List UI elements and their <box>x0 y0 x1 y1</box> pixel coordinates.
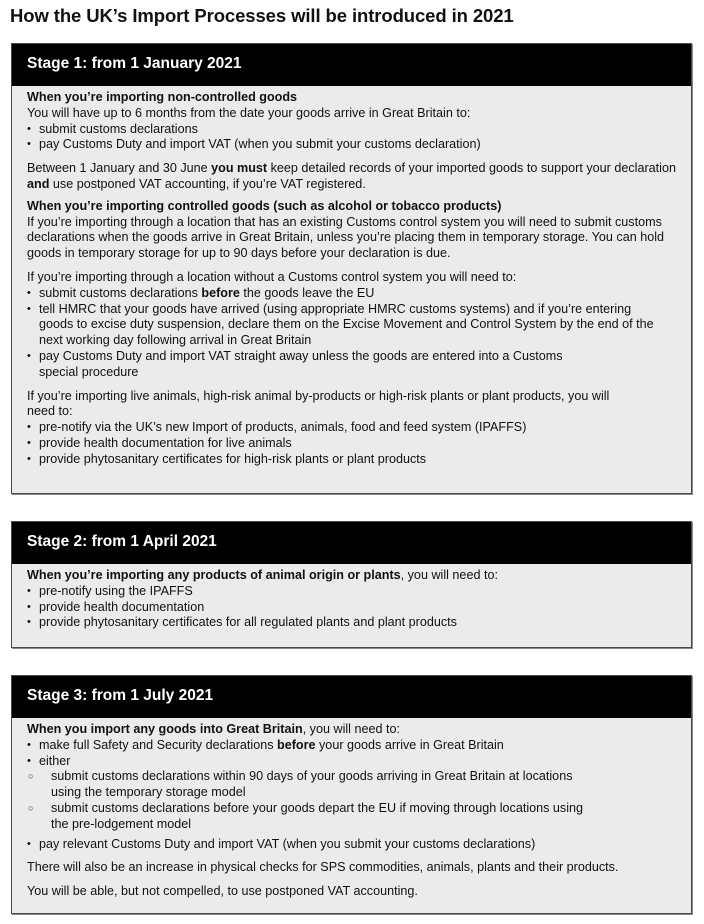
non-controlled-list <box>27 122 681 154</box>
live-animals-intro: If you’re importing live animals, high-risk animal by-products or high-risk plants or plant products, you will need to: <box>27 388 610 419</box>
stage-2-intro <box>27 568 681 584</box>
stage-3-intro <box>27 722 681 738</box>
list-item <box>27 738 681 754</box>
stage-2-header: Stage 2: from 1 April 2021 <box>12 522 691 564</box>
note-text: use postponed VAT accounting, if you’re VAT registered. <box>49 176 366 191</box>
stage-1-header: Stage 1: from 1 January 2021 <box>12 44 691 86</box>
stage-1-box <box>11 43 692 494</box>
item-text: the goods leave the EU <box>239 285 375 300</box>
intro-emphasis: When you’re importing any products of animal origin or plants <box>27 568 401 582</box>
either-options-list <box>27 769 681 832</box>
stage-2-list <box>27 584 681 631</box>
note-text: Between 1 January and 30 June <box>27 161 212 176</box>
physical-checks-note: There will also be an increase in physical checks for SPS commodities, animals, plants and their products. <box>27 860 619 875</box>
sub-list-item: ○ submit customs declarations within 90 days of your goods arriving in Great Britain at locations using the temporary storage model <box>27 769 681 801</box>
list-item: • pay relevant Customs Duty and import VAT (when you submit your customs declarations) <box>27 837 681 853</box>
stage-3-box <box>11 675 692 914</box>
sub-list-item: ○ submit customs declarations before your goods depart the EU if moving through locations using the pre-lodgement model <box>27 801 681 833</box>
list-item: • submit customs declarations <box>27 122 681 138</box>
item-text: either <box>39 753 71 768</box>
item-emphasis: before <box>201 285 240 300</box>
note-emphasis: you must <box>211 161 268 176</box>
item-emphasis: before <box>277 737 316 752</box>
page-title: How the UK’s Import Processes will be introduced in 2021 <box>10 5 514 26</box>
note-text: keep detailed records of your imported goods to support your declaration <box>267 161 676 176</box>
list-item <box>27 286 681 302</box>
list-item: • provide phytosanitary certificates for all regulated plants and plant products <box>27 615 681 631</box>
stage-1-body <box>12 86 691 468</box>
note-emphasis: and <box>27 176 50 191</box>
intro-text: , you will need to: <box>302 722 400 736</box>
item-text: submit customs declarations <box>39 285 202 300</box>
no-control-system-intro: If you’re importing through a location without a Customs control system you will need to: <box>27 269 517 284</box>
list-item: • pre-notify using the IPAFFS <box>27 584 681 600</box>
live-animals-list <box>27 420 681 467</box>
non-controlled-goods-heading: When you’re importing non-controlled goods <box>27 90 298 104</box>
controlled-goods-heading: When you’re importing controlled goods (such as alcohol or tobacco products) <box>27 198 502 213</box>
non-controlled-intro: You will have up to 6 months from the date your goods arrive in Great Britain to: <box>27 105 471 120</box>
intro-text: , you will need to: <box>400 568 498 582</box>
postponed-vat-note: You will be able, but not compelled, to use postponed VAT accounting. <box>27 884 418 899</box>
list-item: • provide health documentation for live animals <box>27 436 681 452</box>
list-item: • provide phytosanitary certificates for high-risk plants or plant products <box>27 452 681 468</box>
stage-3-body <box>12 718 691 900</box>
no-control-system-list <box>27 286 681 381</box>
item-text: your goods arrive in Great Britain <box>315 737 504 752</box>
list-item: • provide health documentation <box>27 600 681 616</box>
list-item: • tell HMRC that your goods have arrived (using appropriate HMRC customs systems) and if you’re entering goods to excise duty suspension, declare them on the Excise Movement and Control System by the end of the next working day following arrival in Great Britain <box>27 302 681 349</box>
stage-3-header: Stage 3: from 1 July 2021 <box>12 676 691 718</box>
stage-2-box <box>11 521 692 648</box>
list-item: • pre-notify via the UK’s new Import of products, animals, food and feed system (IPAFFS) <box>27 420 681 436</box>
list-item: • pay Customs Duty and import VAT (when you submit your customs declaration) <box>27 137 681 153</box>
controlled-intro: If you’re importing through a location that has an existing Customs control system you will need to submit customs declarations when the goods arrive in Great Britain, unless you’re placing them in temporary storage. You can hold goods in temporary storage for up to 90 days before your declaration is due. <box>27 214 665 261</box>
intro-emphasis: When you import any goods into Great Britain <box>27 722 303 736</box>
list-item: • pay Customs Duty and import VAT straight away unless the goods are entered into a Customs special procedure <box>27 349 681 381</box>
record-keeping-note <box>27 161 681 193</box>
item-text: make full Safety and Security declarations <box>39 737 278 752</box>
stage-3-list <box>27 738 681 853</box>
stage-2-body <box>12 564 691 631</box>
list-item <box>27 754 681 833</box>
